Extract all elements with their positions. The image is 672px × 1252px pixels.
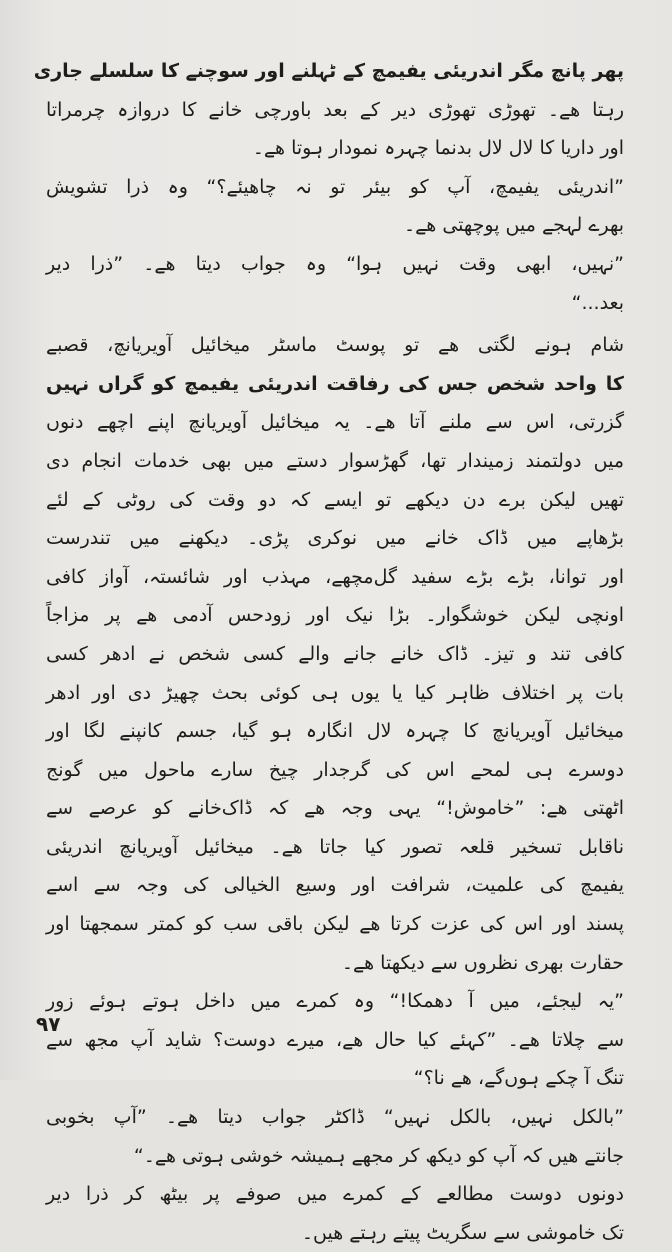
text-line: ”نہیں، ابھی وقت نہیں ہوا“ وہ جواب دیتا ھے۔ ”ذرا دیر xyxy=(46,252,624,275)
text-line: اونچی لیکن خوشگوار۔ بڑا نیک اور زودحس آدمی ھے پر مزاجاً xyxy=(46,604,624,627)
text-line: اٹھتی ھے: ”خاموش!“ یہی وجہ ھے کہ ڈاک‌خانے کو عرصے سے xyxy=(46,797,624,820)
text-line: بات پر اختلاف ظاہر کیا یا یوں ہی کوئی بحث چھیڑ دی اور ادھر xyxy=(46,681,624,704)
text-line: میخائیل آویریانچ کا چہرہ لال انگارہ ہو گیا، جسم کانپنے لگا اور xyxy=(46,720,624,743)
text-line: بھرے لہجے میں پوچھتی ھے۔ xyxy=(404,214,624,237)
text-line: شام ہونے لگتی ھے تو پوسٹ ماسٹر میخائیل آویریانچ، قصبے xyxy=(46,334,624,357)
text-line: دوسرے ہی لمحے اس کی گرجدار چیخ سارے ماحول میں گونج xyxy=(46,758,624,781)
text-line: کا واحد شخص جس کی رفاقت اندریئی یفیمچ کو گراں نہیں xyxy=(46,372,624,395)
text-line: پھر پانچ مگر اندریئی یفیمچ کے ٹہلنے اور سوچنے کا سلسلے جاری xyxy=(33,60,624,82)
text-line: گزرتی، اس سے ملنے آتا ھے۔ یہ میخائیل آویریانچ اپنے اچھے دنوں xyxy=(46,411,624,434)
text-line: پسند اور اس کی عزت کرتا ھے لیکن باقی سب کو کمتر سمجھتا اور xyxy=(46,913,624,936)
text-line: ”بالکل نہیں، بالکل نہیں“ ڈاکٹر جواب دیتا ھے۔ ”آپ بخوبی xyxy=(46,1106,624,1129)
text-line: ”یہ لیجئے، میں آ دھمکا!“ وہ کمرے میں داخل ہوتے ہوئے زور xyxy=(46,990,624,1013)
text-line: اور داریا کا لال لال بدنما چہرہ نمودار ہوتا ھے۔ xyxy=(252,137,624,160)
text-line: اور توانا، بڑے بڑے سفید گل‌مچھے، مہذب اور شائستہ، آواز کافی xyxy=(46,565,624,588)
text-line: بڑھاپے میں ڈاک خانے میں نوکری پڑی۔ دیکھنے میں تندرست xyxy=(46,527,624,550)
text-line: تھیں لیکن برے دن دیکھے تو ایسے کہ دو وقت کی روٹی کے لئے xyxy=(46,488,624,511)
text-line: بعد...“ xyxy=(571,291,624,314)
text-line: سے چلاتا ھے۔ ”کہئے کیا حال ھے، میرے دوست؟ شاید آپ مجھ سے xyxy=(46,1028,624,1051)
text-line: میں دولتمند زمیندار تھا، گھڑسوار دستے میں بھی خدمات انجام دی xyxy=(46,449,624,472)
text-line: تنگ آ چکے ہوں‌گے، ھے نا؟“ xyxy=(413,1067,624,1090)
page-number: ٩٧ xyxy=(36,1012,61,1036)
text-line: جانتے ھیں کہ آپ کو دیکھ کر مجھے ہمیشہ خوشی ہوتی ھے۔“ xyxy=(133,1144,624,1167)
text-line: ناقابل تسخیر قلعہ تصور کیا جاتا ھے۔ میخائیل آویریانچ اندریئی xyxy=(46,835,624,858)
text-line: رہتا ھے۔ تھوڑی تھوڑی دیر کے بعد باورچی خانے کا دروازہ چرمراتا xyxy=(46,98,624,121)
text-line: کافی تند و تیز۔ ڈاک خانے جانے والے کسی شخص نے ادھر کسی xyxy=(46,642,624,665)
text-line: تک خاموشی سے سگریٹ پیتے رہتے ھیں۔ xyxy=(301,1221,624,1244)
text-line: حقارت بھری نظروں سے دیکھتا ھے۔ xyxy=(341,951,624,974)
text-line: دونوں دوست مطالعے کے کمرے میں صوفے پر بیٹھ کر ذرا دیر xyxy=(46,1183,624,1206)
text-line: ”اندریئی یفیمچ، آپ کو بیئر تو نہ چاھیئے؟“ وہ ذرا تشویش xyxy=(46,175,624,198)
text-line: یفیمچ کی علمیت، شرافت اور وسیع الخیالی کی وجہ سے اسے xyxy=(46,874,624,897)
page-body-text xyxy=(33,52,624,1252)
